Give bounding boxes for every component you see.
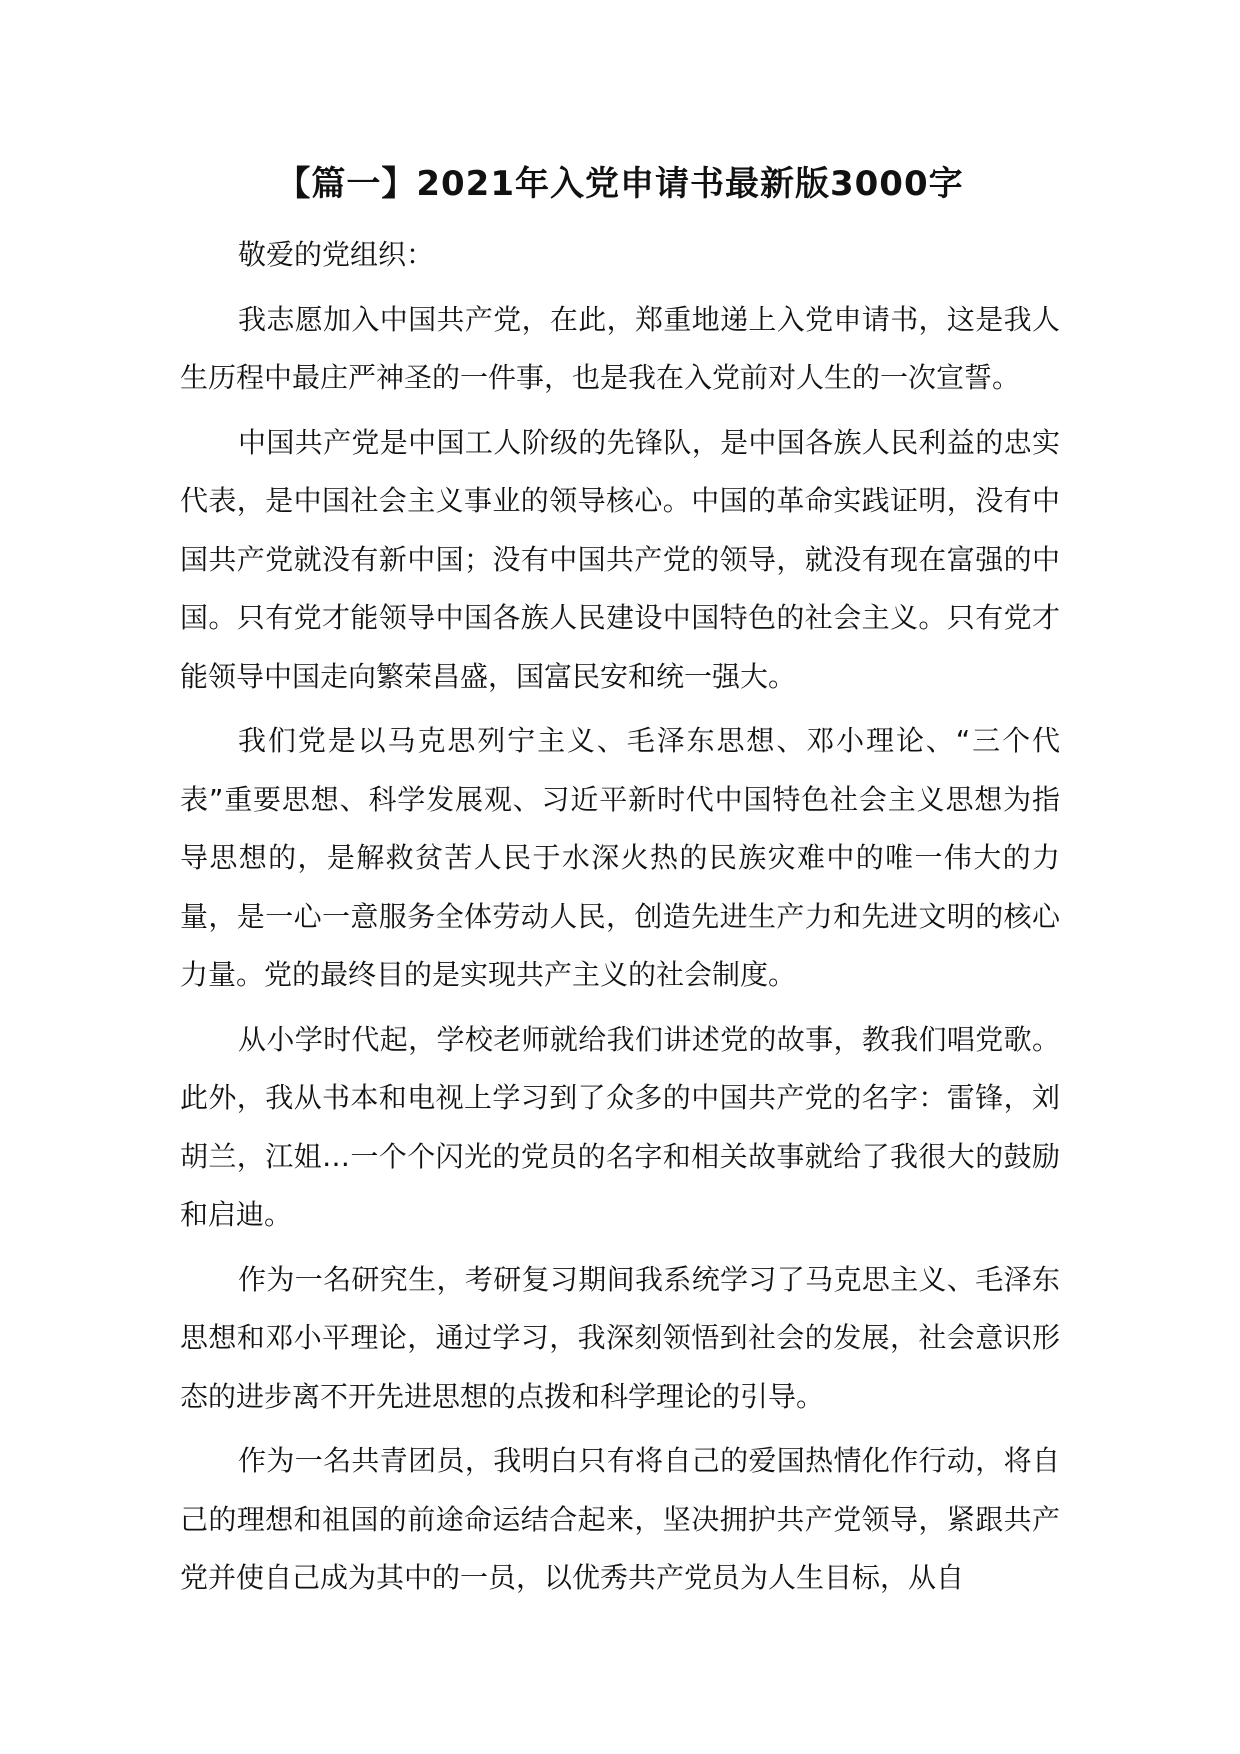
document-page	[180, 160, 1060, 1608]
paragraph-2: 中国共产党是中国工人阶级的先锋队，是中国各族人民利益的忠实代表，是中国社会主义事业的领导核心。中国的革命实践证明，没有中国共产党就没有新中国；没有中国共产党的领导，就没有现在富强的中国。只有党才能领导中国各族人民建设中国特色的社会主义。只有党才能领导中国走向繁荣昌盛，国富民安和统一强大。	[180, 425, 1060, 693]
paragraph-6: 作为一名共青团员，我明白只有将自己的爱国热情化作行动，将自己的理想和祖国的前途命运结合起来，坚决拥护共产党领导，紧跟共产党并使自己成为其中的一员，以优秀共产党员为人生目标，从自	[180, 1444, 1060, 1594]
paragraph-3: 我们党是以马克思列宁主义、毛泽东思想、邓小理论、“三个代表”重要思想、科学发展观、习近平新时代中国特色社会主义思想为指导思想的，是解救贫苦人民于水深火热的民族灾难中的唯一伟大的力量，是一心一意服务全体劳动人民，创造先进生产力和先进文明的核心力量。党的最终目的是实现共产主义的社会制度。	[180, 724, 1060, 991]
paragraph-5: 作为一名研究生，考研复习期间我系统学习了马克思主义、毛泽东思想和邓小平理论，通过学习，我深刻领悟到社会的发展，社会意识形态的进步离不开先进思想的点拨和科学理论的引导。	[180, 1262, 1060, 1413]
paragraph-1: 我志愿加入中国共产党，在此，郑重地递上入党申请书，这是我人生历程中最庄严神圣的一件事，也是我在入党前对人生的一次宣誓。	[180, 302, 1060, 394]
salutation: 敬爱的党组织：	[238, 238, 435, 271]
document-title: 【篇一】2021年入党申请书最新版3000字	[276, 164, 964, 204]
paragraph-4: 从小学时代起，学校老师就给我们讲述党的故事，教我们唱党歌。此外，我从书本和电视上学习到了众多的中国共产党的名字：雷锋，刘胡兰，江姐…一个个闪光的党员的名字和相关故事就给了我很大的鼓励和启迪。	[180, 1022, 1060, 1231]
